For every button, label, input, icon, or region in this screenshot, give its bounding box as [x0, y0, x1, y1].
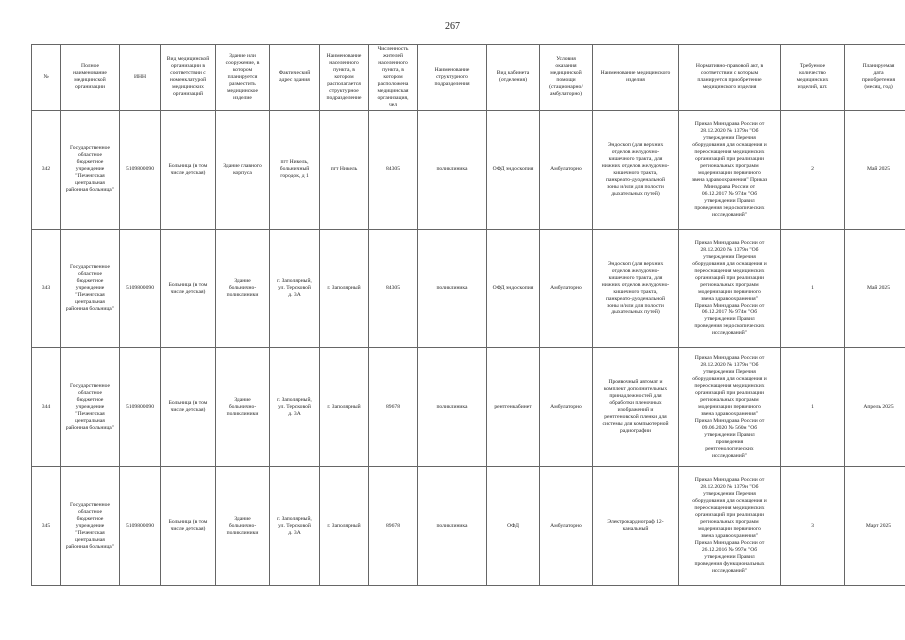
quantity-cell: 2 [781, 110, 845, 229]
legal-act-cell: Приказ Минздрава России от 28.12.2020 № 1379н "Об утверждении Перечня оборудования для оснащения и переоснащения медицинских организаций при реализации региональных программ модернизации первичного звена здравоохранения" Приказ Минздрава России от 06.12.2017 № 974н "Об утверждении Правил проведения эндоскопических исследований" [679, 110, 781, 229]
building-cell: Здание больнично- поликлиники [216, 348, 270, 467]
header-cell: Наименование структурного подразделения [418, 45, 487, 111]
address-cell: пгт Никель, больничный городок, д 1 [270, 110, 320, 229]
table-header-row [32, 45, 905, 111]
page-number: 267 [445, 21, 460, 32]
header-cell: Здание или сооружение, в котором планируется разместить медицинское изделие [216, 45, 270, 111]
legal-act-cell: Приказ Минздрава России от 28.12.2020 № 1379н "Об утверждении Перечня оборудования для оснащения и переоснащения медицинских организаций при реализации региональных программ модернизации первичного звена здравоохранения" Приказ Минздрава России от 09.06.2020 № 560н "Об утверждении Правил проведения рентгенологических исследований" [679, 348, 781, 467]
address-cell: г. Заполярный, ул. Терсковой д. 3А [270, 467, 320, 586]
legal-act-cell: Приказ Минздрава России от 28.12.2020 № 1379н "Об утверждении Перечня оборудования для оснащения и переоснащения медицинских организаций при реализации региональных программ модернизации первичного звена здравоохранения" Приказ Минздрава России от 26.12.2016 № 997н "Об утверждении Правил проведения функциональных исследований" [679, 467, 781, 586]
subdivision-cell: поликлиника [418, 110, 487, 229]
locality-cell: г. Заполярный [320, 229, 369, 348]
building-cell: Здание больнично- поликлиники [216, 229, 270, 348]
building-cell: Здание больнично- поликлиники [216, 467, 270, 586]
purchase-date-cell: Март 2025 [845, 467, 905, 586]
inn-cell: 5109800090 [120, 110, 161, 229]
cabinet-cell: ОФД эндоскопия [487, 229, 540, 348]
cabinet-cell: ОФД эндоскопия [487, 110, 540, 229]
row-number-cell: 342 [32, 110, 61, 229]
population-cell: 89678 [369, 348, 418, 467]
quantity-cell: 1 [781, 348, 845, 467]
org-type-cell: Больница (в том числе детская) [161, 229, 216, 348]
header-cell: № [32, 45, 61, 111]
purchase-date-cell: Май 2025 [845, 110, 905, 229]
table-row [32, 229, 905, 348]
device-cell: Электрокардиограф 12- канальный [593, 467, 679, 586]
subdivision-cell: поликлиника [418, 229, 487, 348]
conditions-cell: Амбулаторно [540, 467, 593, 586]
header-cell: Требуемое количество медицинских изделий, шт. [781, 45, 845, 111]
table-row [32, 348, 905, 467]
table-row [32, 110, 905, 229]
subdivision-cell: поликлиника [418, 467, 487, 586]
header-cell: Численность жителей населенного пункта, в котором расположена медицинская организация, чел [369, 45, 418, 111]
population-cell: 84305 [369, 110, 418, 229]
population-cell: 89678 [369, 467, 418, 586]
header-cell: Наименование населенного пункта, в котором располагается структурное подразделение [320, 45, 369, 111]
header-cell: Вид медицинской организации в соответствии с номенклатурой медицинских организаций [161, 45, 216, 111]
purchase-date-cell: Май 2025 [845, 229, 905, 348]
org-name-cell: Государственное областное бюджетное учреждение "Печенгская центральная районная больница" [61, 467, 120, 586]
inn-cell: 5109800090 [120, 348, 161, 467]
locality-cell: г. Заполярный [320, 348, 369, 467]
table-row [32, 467, 905, 586]
inn-cell: 5109800090 [120, 467, 161, 586]
purchase-date-cell: Апрель 2025 [845, 348, 905, 467]
org-type-cell: Больница (в том числе детская) [161, 348, 216, 467]
header-cell: Вид кабинета (отделения) [487, 45, 540, 111]
header-cell: Полное наименование медицинской организации [61, 45, 120, 111]
subdivision-cell: поликлиника [418, 348, 487, 467]
row-number-cell: 343 [32, 229, 61, 348]
header-cell: Фактический адрес здания [270, 45, 320, 111]
cabinet-cell: рентгенкабинет [487, 348, 540, 467]
header-cell: Наименование медицинского изделия [593, 45, 679, 111]
row-number-cell: 345 [32, 467, 61, 586]
org-name-cell: Государственное областное бюджетное учреждение "Печенгская центральная районная больница" [61, 110, 120, 229]
locality-cell: г. Заполярный [320, 467, 369, 586]
org-name-cell: Государственное областное бюджетное учреждение "Печенгская центральная районная больница" [61, 229, 120, 348]
population-cell: 84305 [369, 229, 418, 348]
equipment-register-table [31, 44, 905, 586]
locality-cell: пгт Никель [320, 110, 369, 229]
header-cell: Нормативно-правовой акт, в соответствии с которым планируется приобретение медицинского изделия [679, 45, 781, 111]
row-number-cell: 344 [32, 348, 61, 467]
legal-act-cell: Приказ Минздрава России от 28.12.2020 № 1379н "Об утверждении Перечня оборудования для оснащения и переоснащения медицинских организаций при реализации региональных программ модернизации первичного звена здравоохранения" Приказ Минздрава России от 06.12.2017 № 974н "Об утверждении Правил проведения эндоскопических исследований" [679, 229, 781, 348]
quantity-cell: 1 [781, 229, 845, 348]
device-cell: Проявочный автомат и комплект дополнительных принадлежностей для обработки пленочных изображений и рентгеновской пленки для системы для компьютерной радиографии [593, 348, 679, 467]
device-cell: Эндоскоп (для верхних отделов желудочно- кишечного тракта, для нижних отделов желудочно- кишечного тракта, панкреато-дуоденальной зоны и/или для полости дыхательных путей) [593, 110, 679, 229]
inn-cell: 5109800090 [120, 229, 161, 348]
conditions-cell: Амбулаторно [540, 348, 593, 467]
cabinet-cell: ОФД [487, 467, 540, 586]
quantity-cell: 3 [781, 467, 845, 586]
org-name-cell: Государственное областное бюджетное учреждение "Печенгская центральная районная больница" [61, 348, 120, 467]
address-cell: г. Заполярный, ул. Терсковой д. 3А [270, 229, 320, 348]
building-cell: Здание главного корпуса [216, 110, 270, 229]
org-type-cell: Больница (в том числе детская) [161, 110, 216, 229]
device-cell: Эндоскоп (для верхних отделов желудочно- кишечного тракта, для нижних отделов желудочно- кишечного тракта, панкреато-дуоденальной зоны и/или для полости дыхательных путей) [593, 229, 679, 348]
conditions-cell: Амбулаторно [540, 229, 593, 348]
org-type-cell: Больница (в том числе детская) [161, 467, 216, 586]
conditions-cell: Амбулаторно [540, 110, 593, 229]
header-cell: Планируемая дата приобретения (месяц, год) [845, 45, 905, 111]
header-cell: ИНН [120, 45, 161, 111]
address-cell: г. Заполярный, ул. Терсковой д. 3А [270, 348, 320, 467]
header-cell: Условия оказания медицинской помощи (стационарно/ амбулаторно) [540, 45, 593, 111]
